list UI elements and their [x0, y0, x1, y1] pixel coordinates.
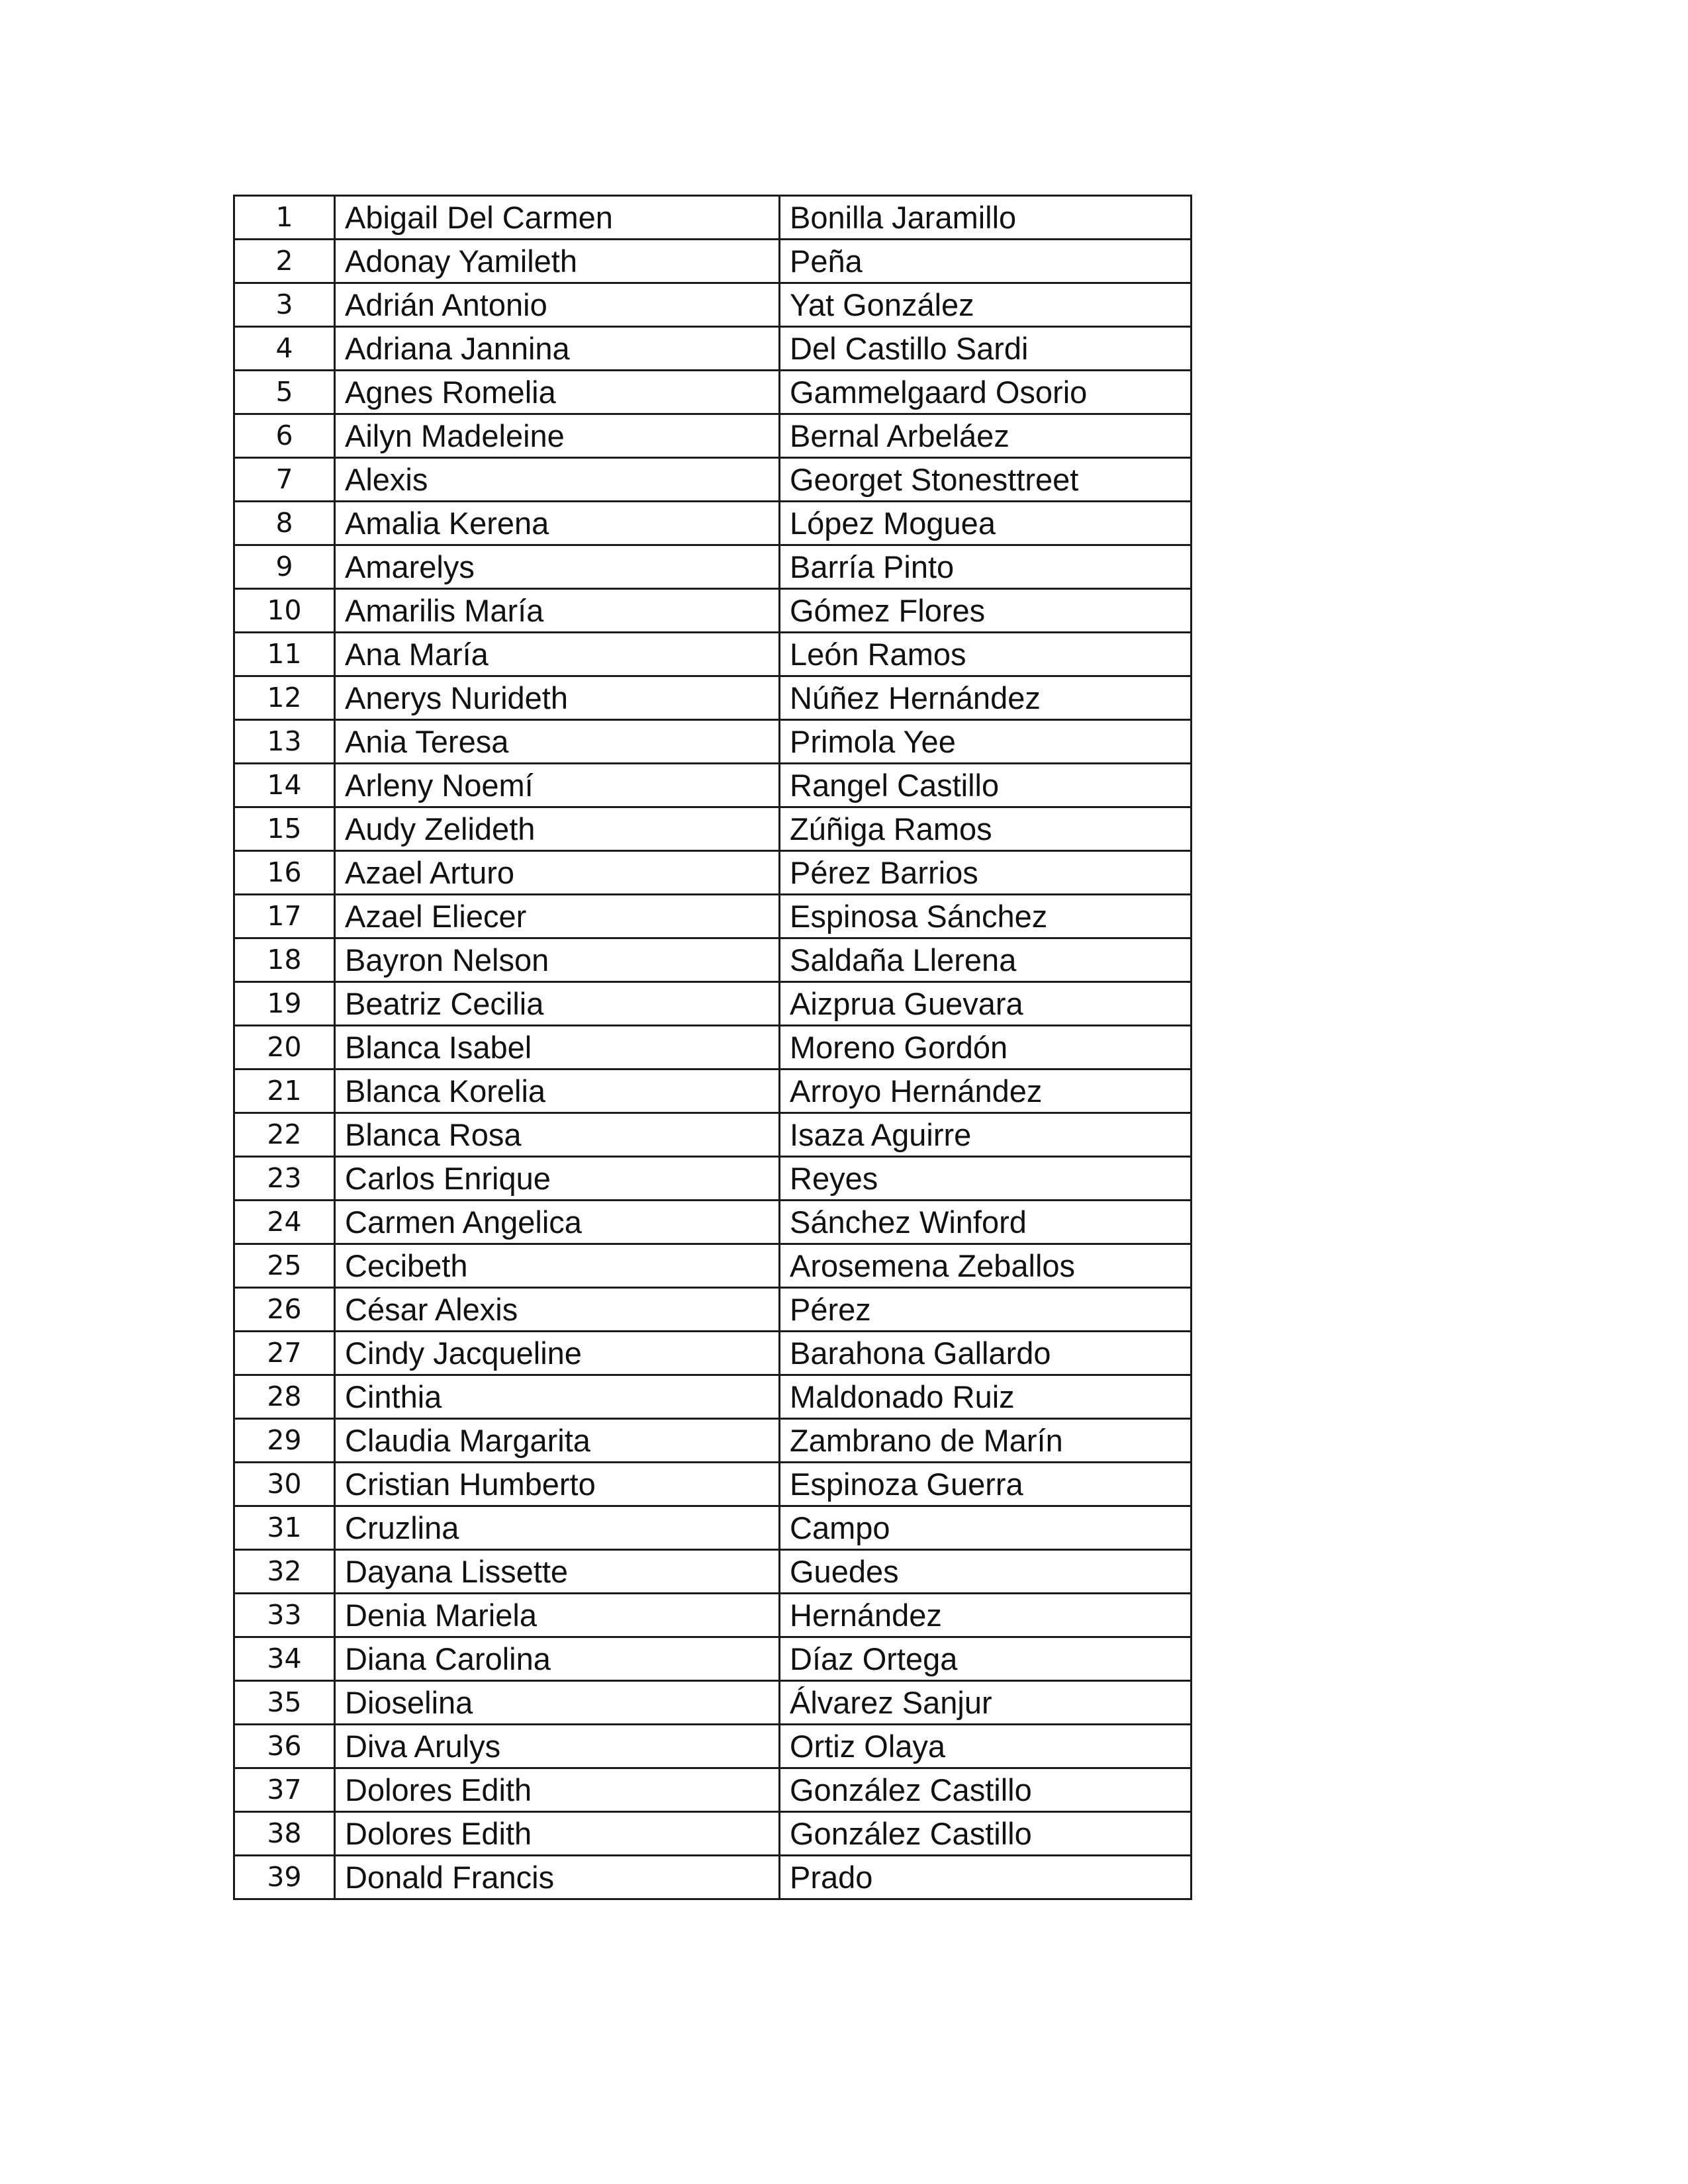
table-row — [234, 1856, 1192, 1899]
table-row — [234, 633, 1192, 676]
table-row — [234, 414, 1192, 458]
first-name-cell: Abigail Del Carmen — [335, 196, 780, 240]
row-number: 26 — [234, 1288, 335, 1332]
row-number: 31 — [234, 1506, 335, 1550]
row-number: 30 — [234, 1463, 335, 1506]
first-name-cell: Donald Francis — [335, 1856, 780, 1899]
first-name-cell: Adrián Antonio — [335, 283, 780, 327]
table-row — [234, 1812, 1192, 1856]
last-name-cell: Maldonado Ruiz — [780, 1375, 1192, 1419]
last-name-cell: Moreno Gordón — [780, 1026, 1192, 1069]
row-number: 35 — [234, 1681, 335, 1725]
last-name-cell: Pérez — [780, 1288, 1192, 1332]
row-number: 12 — [234, 676, 335, 720]
row-number: 33 — [234, 1594, 335, 1637]
table-row — [234, 502, 1192, 545]
table-row — [234, 1725, 1192, 1768]
table-row — [234, 676, 1192, 720]
row-number: 13 — [234, 720, 335, 764]
last-name-cell: Prado — [780, 1856, 1192, 1899]
row-number: 2 — [234, 240, 335, 283]
first-name-cell: Azael Arturo — [335, 851, 780, 895]
row-number: 23 — [234, 1157, 335, 1201]
first-name-cell: Cinthia — [335, 1375, 780, 1419]
row-number: 24 — [234, 1201, 335, 1244]
last-name-cell: Espinoza Guerra — [780, 1463, 1192, 1506]
first-name-cell: César Alexis — [335, 1288, 780, 1332]
table-row — [234, 1375, 1192, 1419]
last-name-cell: Sánchez Winford — [780, 1201, 1192, 1244]
table-row — [234, 1550, 1192, 1594]
row-number: 3 — [234, 283, 335, 327]
first-name-cell: Ania Teresa — [335, 720, 780, 764]
first-name-cell: Diva Arulys — [335, 1725, 780, 1768]
last-name-cell: Georget Stonesttreet — [780, 458, 1192, 502]
last-name-cell: León Ramos — [780, 633, 1192, 676]
table-row — [234, 1288, 1192, 1332]
first-name-cell: Carlos Enrique — [335, 1157, 780, 1201]
last-name-cell: Arosemena Zeballos — [780, 1244, 1192, 1288]
row-number: 17 — [234, 895, 335, 938]
first-name-cell: Denia Mariela — [335, 1594, 780, 1637]
first-name-cell: Agnes Romelia — [335, 371, 780, 414]
first-name-cell: Alexis — [335, 458, 780, 502]
row-number: 1 — [234, 196, 335, 240]
first-name-cell: Diana Carolina — [335, 1637, 780, 1681]
last-name-cell: Zambrano de Marín — [780, 1419, 1192, 1463]
last-name-cell: Álvarez Sanjur — [780, 1681, 1192, 1725]
row-number: 20 — [234, 1026, 335, 1069]
first-name-cell: Ana María — [335, 633, 780, 676]
table-row — [234, 1157, 1192, 1201]
row-number: 9 — [234, 545, 335, 589]
first-name-cell: Arleny Noemí — [335, 764, 780, 807]
table-row — [234, 720, 1192, 764]
row-number: 18 — [234, 938, 335, 982]
table-row — [234, 1069, 1192, 1113]
last-name-cell: Núñez Hernández — [780, 676, 1192, 720]
row-number: 6 — [234, 414, 335, 458]
first-name-cell: Claudia Margarita — [335, 1419, 780, 1463]
first-name-cell: Cindy Jacqueline — [335, 1332, 780, 1375]
row-number: 21 — [234, 1069, 335, 1113]
first-name-cell: Audy Zelideth — [335, 807, 780, 851]
last-name-cell: Rangel Castillo — [780, 764, 1192, 807]
row-number: 29 — [234, 1419, 335, 1463]
last-name-cell: López Moguea — [780, 502, 1192, 545]
last-name-cell: Peña — [780, 240, 1192, 283]
table-row — [234, 371, 1192, 414]
table-row — [234, 1026, 1192, 1069]
table-row — [234, 1201, 1192, 1244]
table-row — [234, 458, 1192, 502]
table-row — [234, 1594, 1192, 1637]
last-name-cell: Isaza Aguirre — [780, 1113, 1192, 1157]
last-name-cell: Yat González — [780, 283, 1192, 327]
first-name-cell: Dioselina — [335, 1681, 780, 1725]
last-name-cell: Del Castillo Sardi — [780, 327, 1192, 371]
table-row — [234, 1463, 1192, 1506]
row-number: 4 — [234, 327, 335, 371]
last-name-cell: Díaz Ortega — [780, 1637, 1192, 1681]
first-name-cell: Dolores Edith — [335, 1812, 780, 1856]
names-table-body — [234, 196, 1192, 1899]
last-name-cell: Aizprua Guevara — [780, 982, 1192, 1026]
first-name-cell: Blanca Isabel — [335, 1026, 780, 1069]
table-row — [234, 1113, 1192, 1157]
table-row — [234, 982, 1192, 1026]
first-name-cell: Blanca Korelia — [335, 1069, 780, 1113]
table-row — [234, 1681, 1192, 1725]
last-name-cell: Gómez Flores — [780, 589, 1192, 633]
first-name-cell: Blanca Rosa — [335, 1113, 780, 1157]
last-name-cell: Espinosa Sánchez — [780, 895, 1192, 938]
table-row — [234, 807, 1192, 851]
last-name-cell: Reyes — [780, 1157, 1192, 1201]
last-name-cell: Primola Yee — [780, 720, 1192, 764]
row-number: 34 — [234, 1637, 335, 1681]
first-name-cell: Amalia Kerena — [335, 502, 780, 545]
last-name-cell: Hernández — [780, 1594, 1192, 1637]
table-row — [234, 589, 1192, 633]
row-number: 19 — [234, 982, 335, 1026]
row-number: 11 — [234, 633, 335, 676]
row-number: 7 — [234, 458, 335, 502]
first-name-cell: Bayron Nelson — [335, 938, 780, 982]
row-number: 14 — [234, 764, 335, 807]
table-row — [234, 1332, 1192, 1375]
row-number: 39 — [234, 1856, 335, 1899]
last-name-cell: Saldaña Llerena — [780, 938, 1192, 982]
first-name-cell: Beatriz Cecilia — [335, 982, 780, 1026]
first-name-cell: Azael Eliecer — [335, 895, 780, 938]
row-number: 22 — [234, 1113, 335, 1157]
row-number: 27 — [234, 1332, 335, 1375]
table-row — [234, 196, 1192, 240]
table-row — [234, 545, 1192, 589]
last-name-cell: Barahona Gallardo — [780, 1332, 1192, 1375]
first-name-cell: Amarilis María — [335, 589, 780, 633]
table-row — [234, 327, 1192, 371]
table-row — [234, 1419, 1192, 1463]
table-row — [234, 1506, 1192, 1550]
names-table — [233, 195, 1192, 1900]
row-number: 32 — [234, 1550, 335, 1594]
last-name-cell: González Castillo — [780, 1768, 1192, 1812]
first-name-cell: Ailyn Madeleine — [335, 414, 780, 458]
row-number: 37 — [234, 1768, 335, 1812]
first-name-cell: Cruzlina — [335, 1506, 780, 1550]
table-row — [234, 764, 1192, 807]
first-name-cell: Dayana Lissette — [335, 1550, 780, 1594]
table-row — [234, 283, 1192, 327]
row-number: 25 — [234, 1244, 335, 1288]
first-name-cell: Cristian Humberto — [335, 1463, 780, 1506]
last-name-cell: Pérez Barrios — [780, 851, 1192, 895]
table-row — [234, 938, 1192, 982]
last-name-cell: Bernal Arbeláez — [780, 414, 1192, 458]
first-name-cell: Adriana Jannina — [335, 327, 780, 371]
table-row — [234, 240, 1192, 283]
first-name-cell: Amarelys — [335, 545, 780, 589]
last-name-cell: Gammelgaard Osorio — [780, 371, 1192, 414]
row-number: 5 — [234, 371, 335, 414]
table-row — [234, 1244, 1192, 1288]
row-number: 16 — [234, 851, 335, 895]
first-name-cell: Cecibeth — [335, 1244, 780, 1288]
last-name-cell: Arroyo Hernández — [780, 1069, 1192, 1113]
table-row — [234, 1637, 1192, 1681]
last-name-cell: Campo — [780, 1506, 1192, 1550]
table-row — [234, 895, 1192, 938]
first-name-cell: Carmen Angelica — [335, 1201, 780, 1244]
row-number: 10 — [234, 589, 335, 633]
first-name-cell: Dolores Edith — [335, 1768, 780, 1812]
last-name-cell: Guedes — [780, 1550, 1192, 1594]
last-name-cell: Barría Pinto — [780, 545, 1192, 589]
row-number: 36 — [234, 1725, 335, 1768]
row-number: 38 — [234, 1812, 335, 1856]
last-name-cell: Zúñiga Ramos — [780, 807, 1192, 851]
first-name-cell: Anerys Nurideth — [335, 676, 780, 720]
row-number: 15 — [234, 807, 335, 851]
last-name-cell: González Castillo — [780, 1812, 1192, 1856]
last-name-cell: Bonilla Jaramillo — [780, 196, 1192, 240]
first-name-cell: Adonay Yamileth — [335, 240, 780, 283]
row-number: 28 — [234, 1375, 335, 1419]
row-number: 8 — [234, 502, 335, 545]
table-row — [234, 851, 1192, 895]
last-name-cell: Ortiz Olaya — [780, 1725, 1192, 1768]
table-row — [234, 1768, 1192, 1812]
